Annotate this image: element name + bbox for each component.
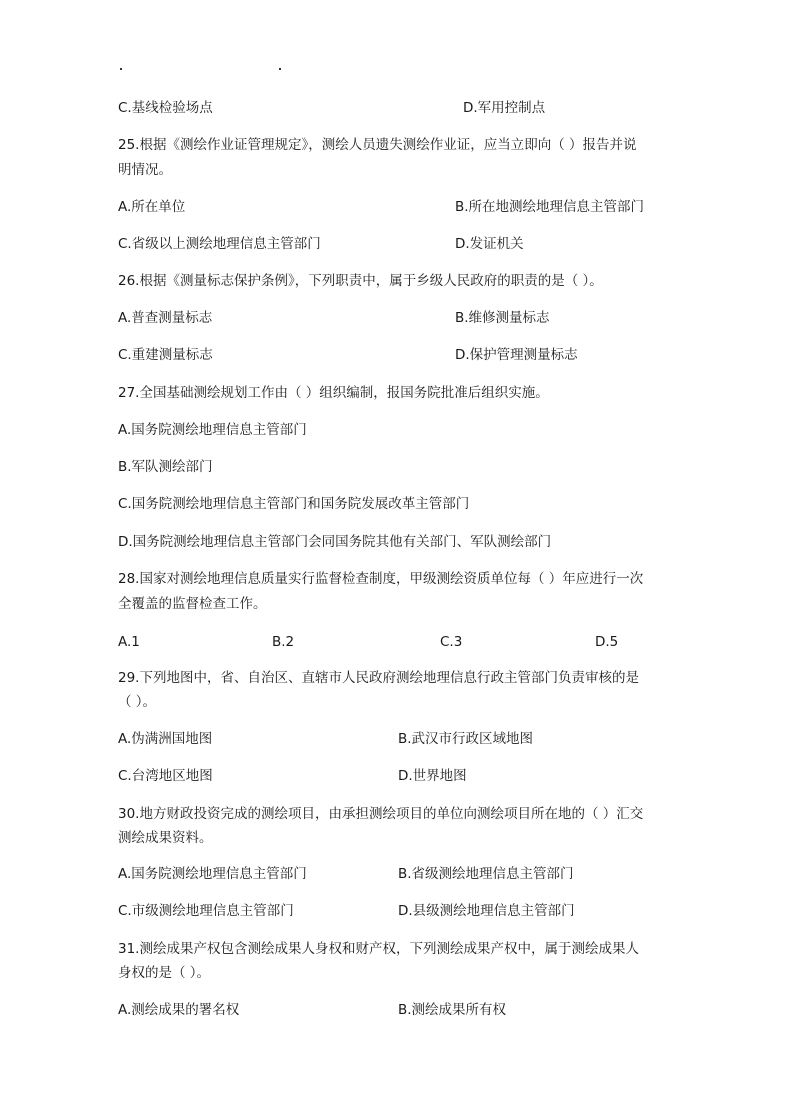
q25-option-a: A.所在单位 [118,199,186,215]
q26-option-b: B.维修测量标志 [455,310,550,326]
q30-stem-line1: 30.地方财政投资完成的测绘项目，由承担测绘项目的单位向测绘项目所在地的（ ）汇交 [118,806,644,822]
q26-option-a: A.普查测量标志 [118,310,213,326]
q27-stem-line1: 27.全国基础测绘规划工作由（ ）组织编制，报国务院批准后组织实施。 [118,385,549,401]
q29-option-b: B.武汉市行政区域地图 [398,731,534,747]
q27-option-b: B.军队测绘部门 [118,459,213,475]
q25-option-c: C.省级以上测绘地理信息主管部门 [118,236,321,252]
q26-option-c: C.重建测量标志 [118,347,213,363]
q27-option-d: D.国务院测绘地理信息主管部门会同国务院其他有关部门、军队测绘部门 [118,534,552,550]
q28-option-d: D.5 [595,634,619,650]
q30-option-a: A.国务院测绘地理信息主管部门 [118,866,307,882]
q27-option-a: A.国务院测绘地理信息主管部门 [118,422,307,438]
q28-stem-line1: 28.国家对测绘地理信息质量实行监督检查制度，甲级测绘资质单位每（ ）年应进行一次 [118,571,644,587]
q24-option-c: C.基线检验场点 [118,100,213,116]
q25-option-b: B.所在地测绘地理信息主管部门 [455,199,645,215]
q26-option-d: D.保护管理测量标志 [455,347,578,363]
q31-stem-line1: 31.测绘成果产权包含测绘成果人身权和财产权，下列测绘成果产权中，属于测绘成果人 [118,941,639,957]
q30-option-b: B.省级测绘地理信息主管部门 [398,866,574,882]
q30-option-d: D.县级测绘地理信息主管部门 [398,903,575,919]
q28-option-b: B.2 [272,634,295,650]
q27-option-c: C.国务院测绘地理信息主管部门和国务院发展改革主管部门 [118,496,470,512]
q29-stem-line2: （ ）。 [118,694,157,710]
q31-option-a: A.测绘成果的署名权 [118,1002,240,1018]
q28-option-c: C.3 [440,634,463,650]
q29-option-d: D.世界地图 [398,768,467,784]
q28-stem-line2: 全覆盖的监督检查工作。 [118,596,267,612]
q30-stem-line2: 测绘成果资料。 [118,830,213,846]
q29-stem-line1: 29.下列地图中，省、自治区、直辖市人民政府测绘地理信息行政主管部门负责审核的是 [118,670,639,686]
q25-option-d: D.发证机关 [455,236,524,252]
q26-stem-line1: 26.根据《测量标志保护条例》，下列职责中，属于乡级人民政府的职责的是（ ）。 [118,273,603,289]
q31-stem-line2: 身权的是（ ）。 [118,965,211,981]
stray-dot [120,68,122,70]
stray-dot [279,68,281,70]
q25-stem-line1: 25.根据《测绘作业证管理规定》，测绘人员遗失测绘作业证，应当立即向（ ）报告并说 [118,137,637,153]
q24-option-d: D.军用控制点 [463,100,546,116]
q29-option-c: C.台湾地区地图 [118,768,213,784]
q25-stem-line2: 明情况。 [118,162,172,178]
q31-option-b: B.测绘成果所有权 [398,1002,507,1018]
q30-option-c: C.市级测绘地理信息主管部门 [118,903,294,919]
q29-option-a: A.伪满洲国地图 [118,731,213,747]
q28-option-a: A.1 [118,634,140,650]
